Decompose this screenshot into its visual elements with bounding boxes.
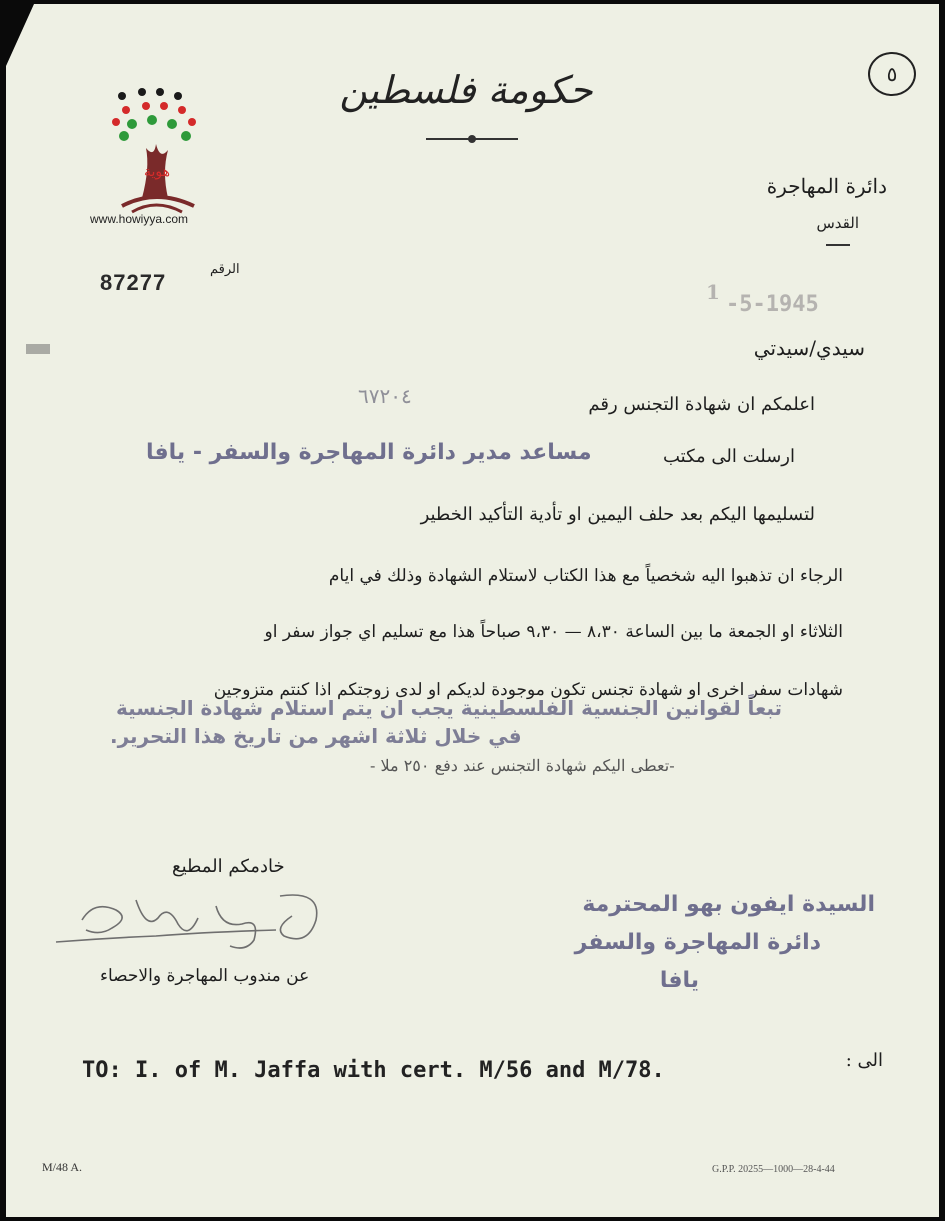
signoff: خادمكم المطيع [172, 856, 285, 877]
page-number: ٥ [868, 52, 916, 96]
paragraph-line-2: الثلاثاء او الجمعة ما بين الساعة ٨،٣٠ — ٩،٣٠ صباحاً هذا مع تسليم اي جواز سفر او [264, 622, 843, 642]
logo-url: www.howiyya.com [90, 212, 189, 226]
government-title: حكومة فلسطين [339, 68, 593, 112]
department-name: دائرة المهاجرة [766, 174, 887, 198]
print-code: G.P.P. 20255—1000—28-4-44 [712, 1164, 835, 1175]
department-city: القدس [816, 214, 859, 232]
form-code: M/48 A. [42, 1160, 83, 1174]
date-stamp-mark: 1 [706, 280, 720, 304]
body-line-1: اعلمكم ان شهادة التجنس رقم [588, 394, 815, 415]
to-line-english: TO: I. of M. Jaffa with cert. M/56 and M/78. [82, 1058, 665, 1083]
document-sheet [6, 4, 939, 1217]
ink-smudge [26, 344, 50, 354]
title-divider-dot [468, 135, 476, 143]
office-stamp: مساعد مدير دائرة المهاجرة والسفر - يافا [146, 440, 592, 465]
on-behalf-of: عن مندوب المهاجرة والاحصاء [100, 966, 310, 986]
paragraph-line-3: شهادات سفر اخرى او شهادة تجنس تكون موجودة لديكم او لدى زوجتكم اذا كنتم متزوجين [213, 680, 843, 700]
addressee-line-1: السيدة ايفون بهو المحترمة [582, 892, 875, 917]
addressee-line-2: دائرة المهاجرة والسفر [574, 930, 821, 955]
paragraph-line-1: الرجاء ان تذهبوا اليه شخصياً مع هذا الكتاب لاستلام الشهادة وذلك في ايام [328, 566, 843, 586]
salutation: سيدي/سيدتي [753, 336, 865, 360]
overlay-stamp-line-1: تبعاً لقوانين الجنسية الفلسطينية يجب ان يتم استلام شهادة الجنسية [116, 696, 783, 720]
city-underline [826, 244, 850, 246]
fee-note: -تعطى اليكم شهادة التجنس عند دفع ٢٥٠ ملا - [370, 756, 675, 775]
body-line-3: لتسليمها اليكم بعد حلف اليمين او تأدية التأكيد الخطير [420, 504, 815, 525]
body-line-2: ارسلت الى مكتب [662, 446, 795, 467]
reference-number: 87277 [100, 270, 167, 295]
date-stamp: -5-1945 [726, 292, 819, 317]
overlay-stamp-line-2: في خلال ثلاثة اشهر من تاريخ هذا التحرير. [110, 724, 522, 748]
svg-text:هوية: هوية [144, 164, 171, 180]
certificate-number: ٦٧٢٠٤ [358, 384, 412, 408]
addressee-line-3: يافا [659, 968, 699, 993]
tree-people-logo-icon [102, 88, 212, 228]
handwritten-signature [46, 880, 346, 960]
reference-label: الرقم [210, 262, 240, 277]
to-label-arabic: الى : [845, 1050, 883, 1071]
